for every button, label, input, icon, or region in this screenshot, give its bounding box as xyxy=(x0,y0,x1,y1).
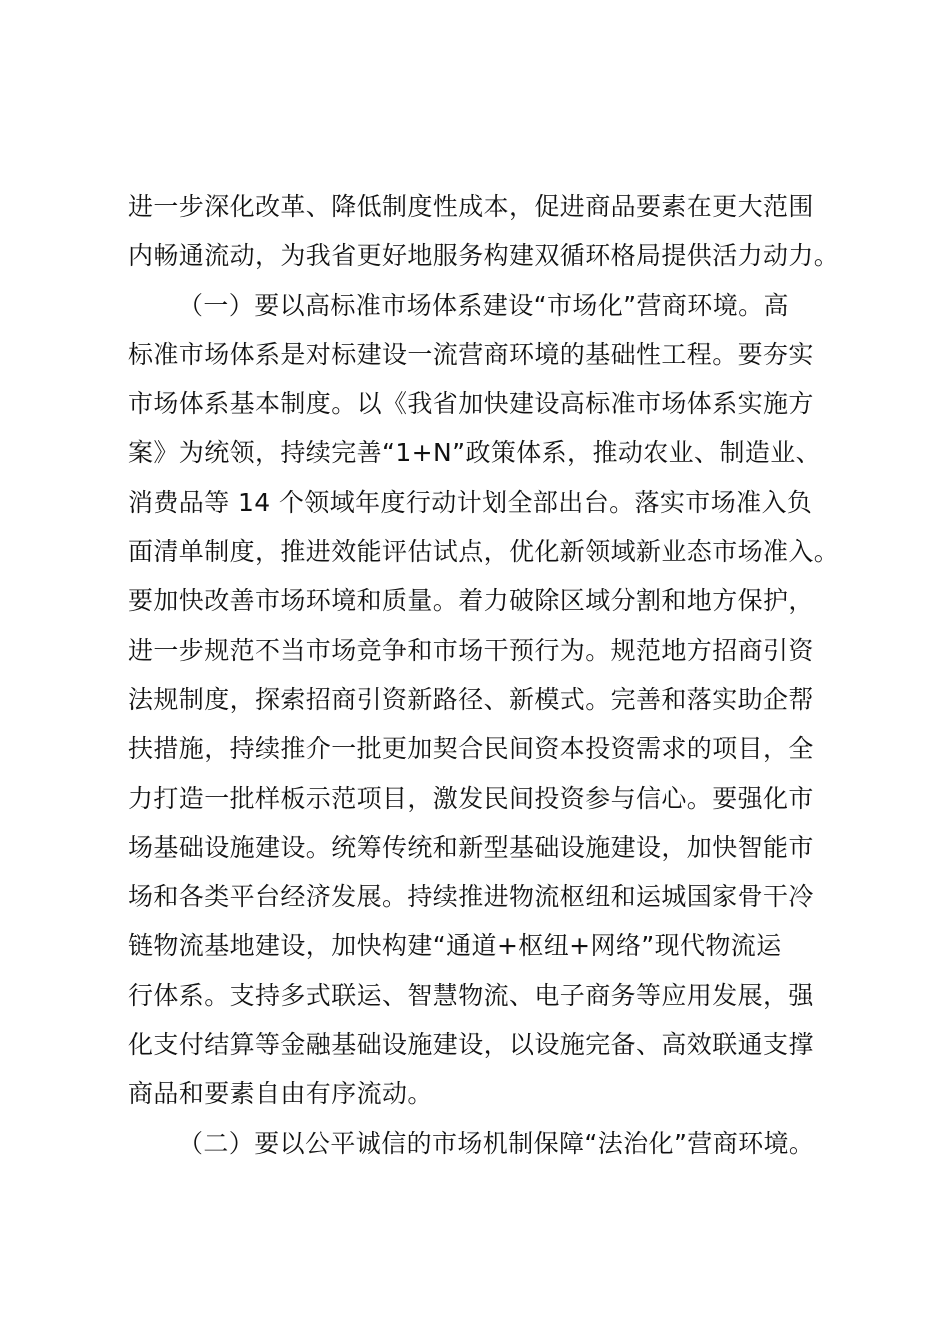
text-line: 扶措施，持续推介一批更加契合民间资本投资需求的项目，全 xyxy=(128,734,814,764)
text-line: 力打造一批样板示范项目，激发民间投资参与信心。要强化市 xyxy=(128,783,814,813)
text-line: 法规制度，探索招商引资新路径、新模式。完善和落实助企帮 xyxy=(128,684,814,714)
section-heading-line: （二）要以公平诚信的市场机制保障“法治化”营商环境。 xyxy=(178,1128,815,1158)
text-line: 场和各类平台经济发展。持续推进物流枢纽和运城国家骨干冷 xyxy=(128,882,814,912)
text-line: 案》为统领，持续完善“1+N”政策体系，推动农业、制造业、 xyxy=(128,438,822,468)
text-line: 化支付结算等金融基础设施建设，以设施完备、高效联通支撑 xyxy=(128,1030,814,1060)
text-line: 进一步规范不当市场竞争和市场干预行为。规范地方招商引资 xyxy=(128,635,814,665)
text-line: 面清单制度，推进效能评估试点，优化新领域新业态市场准入。 xyxy=(128,537,840,567)
text-line: 要加快改善市场环境和质量。着力破除区域分割和地方保护， xyxy=(128,586,814,616)
section-heading-line: （一）要以高标准市场体系建设“市场化”营商环境。高 xyxy=(178,290,789,320)
text-line: 商品和要素自由有序流动。 xyxy=(128,1079,433,1109)
text-line: 进一步深化改革、降低制度性成本，促进商品要素在更大范围 xyxy=(128,192,814,221)
text-line: 行体系。支持多式联运、智慧物流、电子商务等应用发展，强 xyxy=(128,980,814,1010)
text-line: 场基础设施建设。统筹传统和新型基础设施建设，加快智能市 xyxy=(128,832,814,862)
text-line: 消费品等 14 个领域年度行动计划全部出台。落实市场准入负 xyxy=(128,487,813,517)
body-text xyxy=(128,182,848,1168)
text-line: 内畅通流动，为我省更好地服务构建双循环格局提供活力动力。 xyxy=(128,241,840,271)
text-line: 市场体系基本制度。以《我省加快建设高标准市场体系实施方 xyxy=(128,389,814,419)
text-line: 标准市场体系是对标建设一流营商环境的基础性工程。要夯实 xyxy=(128,339,814,369)
text-line: 链物流基地建设，加快构建“通道+枢纽+网络”现代物流运 xyxy=(128,931,782,961)
